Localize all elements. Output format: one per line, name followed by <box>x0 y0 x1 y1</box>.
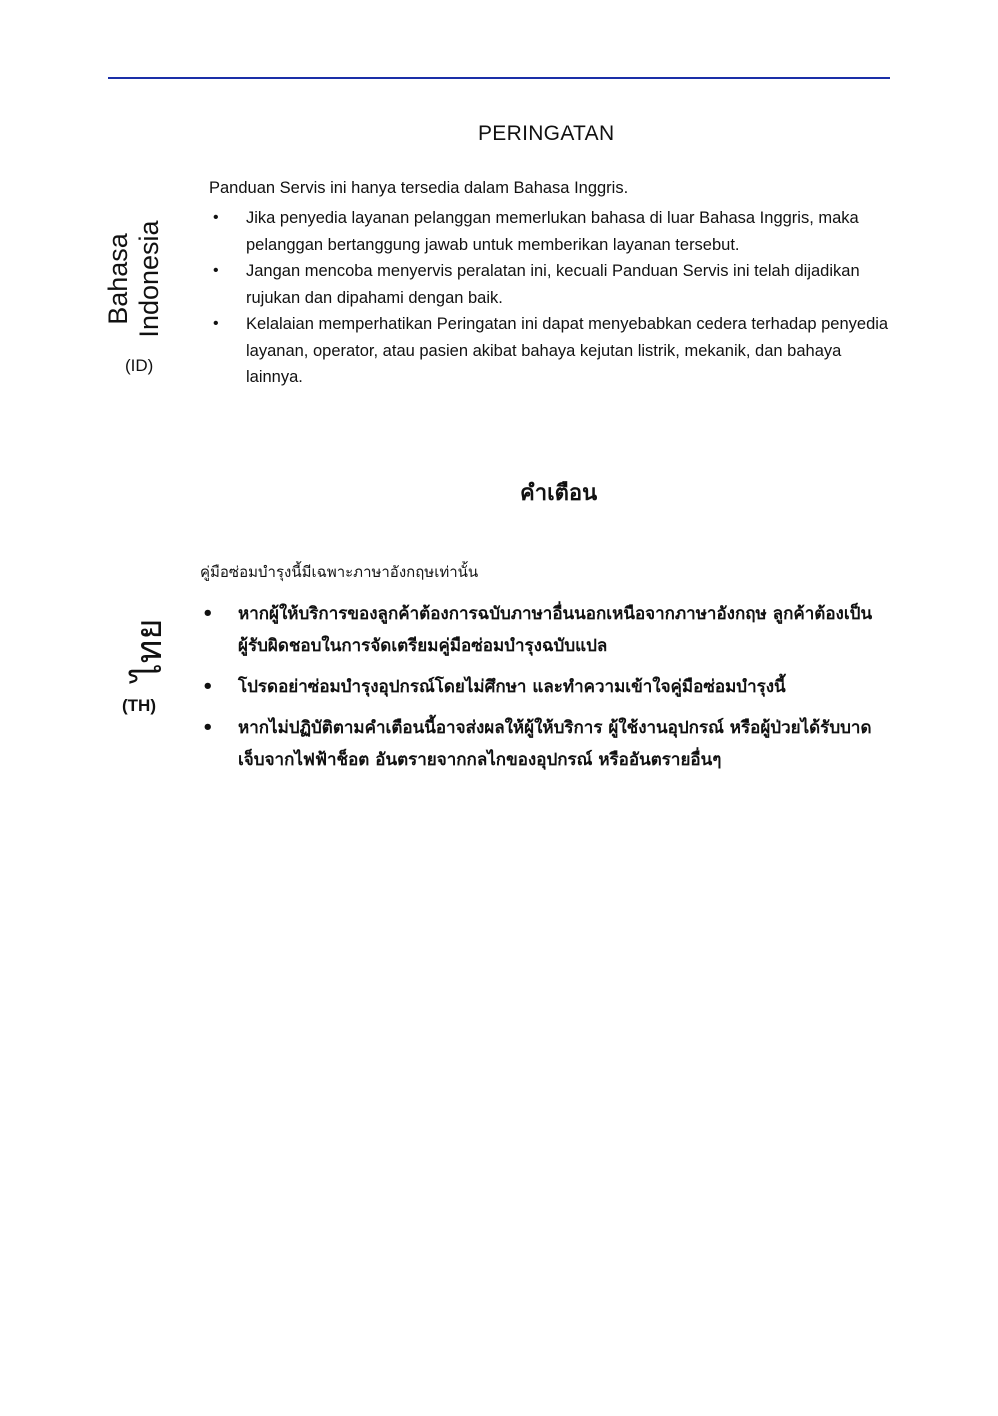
list-item-text: Kelalaian memperhatikan Peringatan ini dapat menyebabkan cedera terhadap penyedia layanan, operator, atau pasien akibat bahaya kejutan listrik, mekanik, dan bahaya lainnya. <box>246 315 889 386</box>
list-item <box>200 598 890 662</box>
list-item-text: หากไม่ปฏิบัติตามคำเตือนนี้อาจส่งผลให้ผู้ให้บริการ ผู้ใช้งานอุปกรณ์ หรือผู้ป่วยได้รับบาดเจ็บจากไฟฟ้าช็อต อันตรายจากกลไกของอุปกรณ์ หรืออันตรายอื่นๆ <box>238 718 872 770</box>
list-item-text: โปรดอย่าซ่อมบำรุงอุปกรณ์โดยไม่ศึกษา และทำความเข้าใจคู่มือซ่อมบำรุงนี้ <box>238 677 786 697</box>
language-label-thai: ไทย <box>129 618 170 682</box>
warning-list-th <box>200 598 890 785</box>
list-item <box>200 712 890 776</box>
warning-intro-th: คู่มือซ่อมบำรุงนี้มีเฉพาะภาษาอังกฤษเท่านั้น <box>200 563 479 581</box>
list-item <box>209 205 899 258</box>
list-item-text: Jangan mencoba menyervis peralatan ini, kecuali Panduan Servis ini telah dijadikan rujukan dan dipahami dengan baik. <box>246 262 860 307</box>
language-code-th: (TH) <box>122 696 156 715</box>
bullet-icon: • <box>202 603 214 624</box>
list-item-text: Jika penyedia layanan pelanggan memerlukan bahasa di luar Bahasa Inggris, maka pelanggan bertanggung jawab untuk memberikan layanan tersebut. <box>246 209 859 254</box>
bullet-icon: • <box>213 209 219 226</box>
bullet-icon: • <box>213 315 219 332</box>
list-item <box>209 258 899 311</box>
bullet-icon: • <box>213 262 219 279</box>
warning-intro-id: Panduan Servis ini hanya tersedia dalam Bahasa Inggris. <box>209 179 629 197</box>
header-rule <box>108 77 890 79</box>
list-item <box>209 311 899 391</box>
language-code-id: (ID) <box>125 356 154 375</box>
language-label-line2: Indonesia <box>134 220 164 338</box>
warning-list-id <box>209 205 899 391</box>
bullet-icon: • <box>202 717 214 738</box>
warning-title-th: คำเตือน <box>520 480 598 506</box>
language-label-line1: Bahasa <box>103 233 133 325</box>
list-item-text: หากผู้ให้บริการของลูกค้าต้องการฉบับภาษาอื่นนอกเหนือจากภาษาอังกฤษ ลูกค้าต้องเป็นผู้รับผิดชอบในการจัดเตรียมคู่มือซ่อมบำรุงฉบับแปล <box>238 604 873 656</box>
list-item <box>200 671 890 703</box>
bullet-icon: • <box>202 676 214 697</box>
warning-title-id: PERINGATAN <box>478 122 615 145</box>
